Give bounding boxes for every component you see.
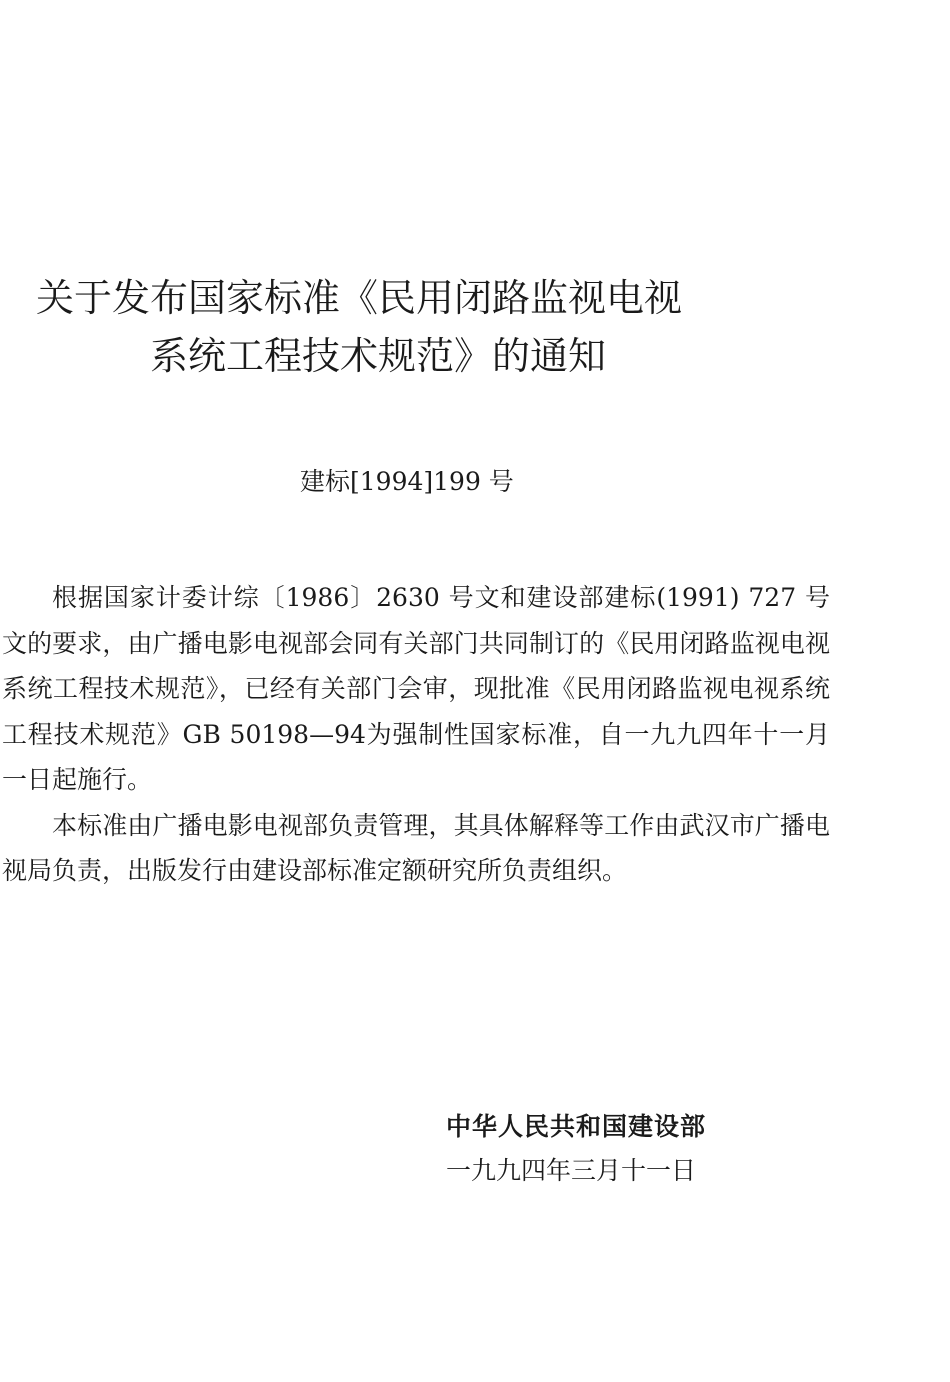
issue-date: 一九九四年三月十一日 [446,1156,697,1185]
notice-title-line-2: 系统工程技术规范》的通知 [150,334,607,378]
body-paragraph-1: 根据国家计委计综〔1986〕2630 号文和建设部建标(1991) 727 号文的要求，由广播电影电视部会同有关部门共同制订的《民用闭路监视电视系统工程技术规范》，已经有关部门会审，现批准《民用闭路监视电视系统工程技术规范》GB 50198—94为强制性国家标准，自一九九四年十一月一日起施行。 [2,583,830,794]
signature-block [446,1105,706,1193]
body-paragraph-2: 本标准由广播电影电视部负责管理，其具体解释等工作由武汉市广播电视局负责，出版发行由建设部标准定额研究所负责组织。 [2,810,830,885]
notice-body [2,575,830,894]
document-number: 建标[1994]199 号 [300,467,514,496]
issuing-organization: 中华人民共和国建设部 [446,1112,707,1141]
notice-title-line-1: 关于发布国家标准《民用闭路监视电视 [36,276,683,320]
